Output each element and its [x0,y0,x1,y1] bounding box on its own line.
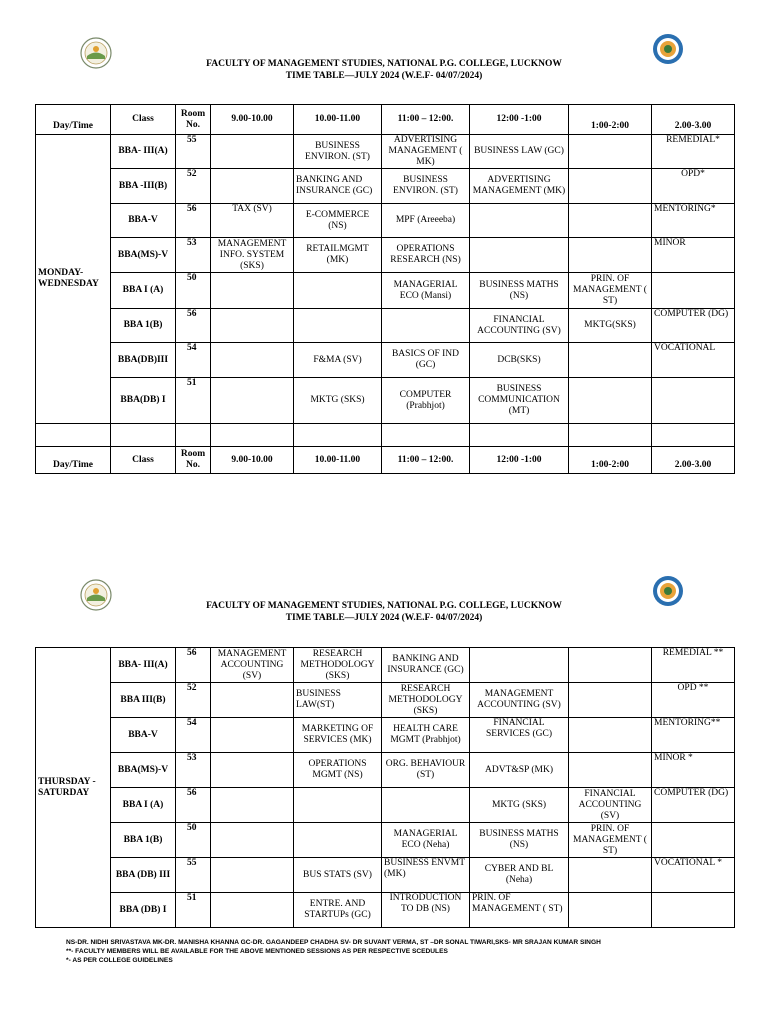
table-row [36,309,735,343]
page-subtitle: TIME TABLE—JULY 2024 (W.E.F- 04/07/2024) [285,71,483,81]
table-row [36,683,735,718]
header-slot-1: 9.00-10.00 [211,447,294,474]
header-slot-2: 10.00-11.00 [294,447,382,474]
slot-cell [569,135,652,169]
header-slot-3: 11:00 – 12:00. [382,447,470,474]
room-cell: 56 [176,309,211,343]
slot-cell: INTRODUCTION TO DB (NS) [382,893,470,928]
table-row [36,648,735,683]
header-slot-2: 10.00-11.00 [294,105,382,135]
slot-cell: MKTG (SKS) [470,788,569,823]
class-cell: BBA- III(A) [111,648,176,683]
room-cell: 52 [176,169,211,204]
slot-cell [470,204,569,238]
faculty-legend: NS-DR. NIDHI SRIVASTAVA MK-DR. MANISHA KHANNA GC-DR. GAGANDEEP CHADHA SV- DR SUVANT VERMA, ST –DR SONAL TIWARI,SKS- MR SRAJAN KUMAR SINGH [66,939,601,946]
slot-cell: MANAGEMENT ACCOUNTING (SV) [211,648,294,683]
slot-cell: BUSINESS MATHS (NS) [470,823,569,858]
table-row [36,169,735,204]
header-room: Room No. [176,447,211,474]
slot-cell: FINANCIAL ACCOUNTING (SV) [470,309,569,343]
slot-cell: BUS STATS (SV) [294,858,382,893]
page-title: FACULTY OF MANAGEMENT STUDIES, NATIONAL P.G. COLLEGE, LUCKNOW [206,59,562,69]
header-slot-4: 12:00 -1:00 [470,105,569,135]
slot-cell [652,893,735,928]
slot-cell [211,753,294,788]
empty-row [36,424,735,447]
class-cell: BBA(DB)III [111,343,176,378]
header-row [36,105,735,135]
room-cell: 51 [176,893,211,928]
slot-cell: MKTG (SKS) [294,378,382,424]
slot-cell: F&MA (SV) [294,343,382,378]
table-row [36,238,735,273]
room-cell: 50 [176,823,211,858]
class-cell: BBA 1(B) [111,309,176,343]
class-cell: BBA (DB) I [111,893,176,928]
class-cell: BBA-V [111,204,176,238]
slot-cell: BUSINESS MATHS (NS) [470,273,569,309]
slot-cell [211,893,294,928]
class-cell: BBA(MS)-V [111,753,176,788]
slot-cell: MENTORING** [652,718,735,753]
class-cell: BBA I (A) [111,273,176,309]
slot-cell: OPERATIONS MGMT (NS) [294,753,382,788]
slot-cell: MANAGERIAL ECO (Neha) [382,823,470,858]
slot-cell: MPF (Areeeba) [382,204,470,238]
slot-cell: BUSINESS ENVIRON. (ST) [294,135,382,169]
slot-cell [470,238,569,273]
slot-cell: PRIN. OF MANAGEMENT ( ST) [470,893,569,928]
slot-cell: BUSINESS COMMUNICATION (MT) [470,378,569,424]
slot-cell [294,823,382,858]
slot-cell: MINOR [652,238,735,273]
slot-cell [211,858,294,893]
slot-cell: OPD ** [652,683,735,718]
header-class: Class [111,447,176,474]
slot-cell [382,309,470,343]
slot-cell: BUSINESS LAW (GC) [470,135,569,169]
table-row [36,718,735,753]
header-slot-5: 1:00-2:00 [569,447,652,474]
slot-cell [211,343,294,378]
table-row [36,858,735,893]
header-slot-4: 12:00 -1:00 [470,447,569,474]
table-row [36,273,735,309]
slot-cell: BASICS OF IND (GC) [382,343,470,378]
slot-cell: ADVT&SP (MK) [470,753,569,788]
table-row [36,893,735,928]
footnote-single-star: *- AS PER COLLEGE GUIDELINES [66,957,173,964]
class-cell: BBA (DB) III [111,858,176,893]
class-cell: BBA 1(B) [111,823,176,858]
slot-cell: MANAGEMENT INFO. SYSTEM (SKS) [211,238,294,273]
header-day: Day/Time [36,447,111,474]
day-cell: MONDAY-WEDNESDAY [36,135,111,424]
class-cell: BBA-V [111,718,176,753]
room-cell: 55 [176,858,211,893]
table-row [36,135,735,169]
room-cell: 54 [176,343,211,378]
slot-cell: VOCATIONAL [652,343,735,378]
class-cell: BBA III(B) [111,683,176,718]
slot-cell [569,858,652,893]
slot-cell: MENTORING* [652,204,735,238]
page-title: FACULTY OF MANAGEMENT STUDIES, NATIONAL P.G. COLLEGE, LUCKNOW [206,601,562,611]
slot-cell: ORG. BEHAVIOUR (ST) [382,753,470,788]
slot-cell [470,648,569,683]
header-slot-6: 2.00-3.00 [652,105,735,135]
slot-cell [294,273,382,309]
slot-cell: FINANCIAL SERVICES (GC) [470,718,569,753]
table-row [36,823,735,858]
slot-cell [652,823,735,858]
slot-cell: VOCATIONAL * [652,858,735,893]
table-row [36,788,735,823]
slot-cell: FINANCIAL ACCOUNTING (SV) [569,788,652,823]
slot-cell: ADVERTISING MANAGEMENT ( MK) [382,135,470,169]
slot-cell: PRIN. OF MANAGEMENT ( ST) [569,273,652,309]
slot-cell [211,378,294,424]
class-cell: BBA(MS)-V [111,238,176,273]
slot-cell: TAX (SV) [211,204,294,238]
timetable-monday-wednesday [35,104,735,474]
header-day: Day/Time [36,105,111,135]
table-row [36,753,735,788]
room-cell: 52 [176,683,211,718]
header-slot-3: 11:00 – 12:00. [382,105,470,135]
class-cell: BBA I (A) [111,788,176,823]
slot-cell: MANAGEMENT ACCOUNTING (SV) [470,683,569,718]
slot-cell: COMPUTER (DG) [652,788,735,823]
class-cell: BBA -III(B) [111,169,176,204]
slot-cell: COMPUTER (DG) [652,309,735,343]
room-cell: 53 [176,753,211,788]
table-row [36,204,735,238]
slot-cell: REMEDIAL ** [652,648,735,683]
slot-cell: REMEDIAL* [652,135,735,169]
slot-cell [569,169,652,204]
slot-cell [294,788,382,823]
room-cell: 54 [176,718,211,753]
slot-cell [211,823,294,858]
slot-cell [569,683,652,718]
slot-cell [211,169,294,204]
page-subtitle: TIME TABLE—JULY 2024 (W.E.F- 04/07/2024) [285,613,483,623]
slot-cell [211,273,294,309]
slot-cell [569,343,652,378]
slot-cell [569,718,652,753]
slot-cell: MKTG(SKS) [569,309,652,343]
slot-cell: HEALTH CARE MGMT (Prabhjot) [382,718,470,753]
slot-cell [211,135,294,169]
slot-cell: MARKETING OF SERVICES (MK) [294,718,382,753]
slot-cell [211,718,294,753]
header-room: Room No. [176,105,211,135]
slot-cell [652,273,735,309]
slot-cell: BANKING AND INSURANCE (GC) [294,169,382,204]
slot-cell: CYBER AND BL (Neha) [470,858,569,893]
slot-cell: MINOR * [652,753,735,788]
table-row [36,378,735,424]
day-cell: THURSDAY - SATURDAY [36,648,111,928]
slot-cell: ENTRE. AND STARTUPs (GC) [294,893,382,928]
header-slot-6: 2.00-3.00 [652,447,735,474]
slot-cell [382,788,470,823]
class-cell: BBA- III(A) [111,135,176,169]
slot-cell [294,309,382,343]
room-cell: 50 [176,273,211,309]
timetable-thursday-saturday [35,647,735,928]
slot-cell: MANAGERIAL ECO (Mansi) [382,273,470,309]
header-class: Class [111,105,176,135]
slot-cell: PRIN. OF MANAGEMENT ( ST) [569,823,652,858]
slot-cell [211,683,294,718]
room-cell: 56 [176,788,211,823]
slot-cell [211,309,294,343]
slot-cell [569,893,652,928]
slot-cell [569,753,652,788]
class-cell: BBA(DB) I [111,378,176,424]
slot-cell: OPD* [652,169,735,204]
slot-cell [569,204,652,238]
room-cell: 56 [176,648,211,683]
slot-cell [569,238,652,273]
slot-cell: OPERATIONS RESEARCH (NS) [382,238,470,273]
slot-cell: RETAILMGMT (MK) [294,238,382,273]
slot-cell: COMPUTER (Prabhjot) [382,378,470,424]
slot-cell [569,648,652,683]
slot-cell [211,788,294,823]
slot-cell: E-COMMERCE (NS) [294,204,382,238]
footnote-double-star: **- FACULTY MEMBERS WILL BE AVAILABLE FOR THE ABOVE MENTIONED SESSIONS AS PER RESPECTIVE SCEDULES [66,948,448,955]
slot-cell: RESEARCH METHODOLOGY (SKS) [382,683,470,718]
slot-cell: BUSINESS LAW(ST) [294,683,382,718]
room-cell: 56 [176,204,211,238]
room-cell: 53 [176,238,211,273]
slot-cell: BUSINESS ENVMT (MK) [382,858,470,893]
header-slot-5: 1:00-2:00 [569,105,652,135]
table-row [36,343,735,378]
slot-cell [569,378,652,424]
slot-cell: BANKING AND INSURANCE (GC) [382,648,470,683]
slot-cell: RESEARCH METHODOLOGY (SKS) [294,648,382,683]
room-cell: 55 [176,135,211,169]
slot-cell [652,378,735,424]
slot-cell: DCB(SKS) [470,343,569,378]
slot-cell: ADVERTISING MANAGEMENT (MK) [470,169,569,204]
slot-cell: BUSINESS ENVIRON. (ST) [382,169,470,204]
room-cell: 51 [176,378,211,424]
footer-header-row [36,447,735,474]
header-slot-1: 9.00-10.00 [211,105,294,135]
